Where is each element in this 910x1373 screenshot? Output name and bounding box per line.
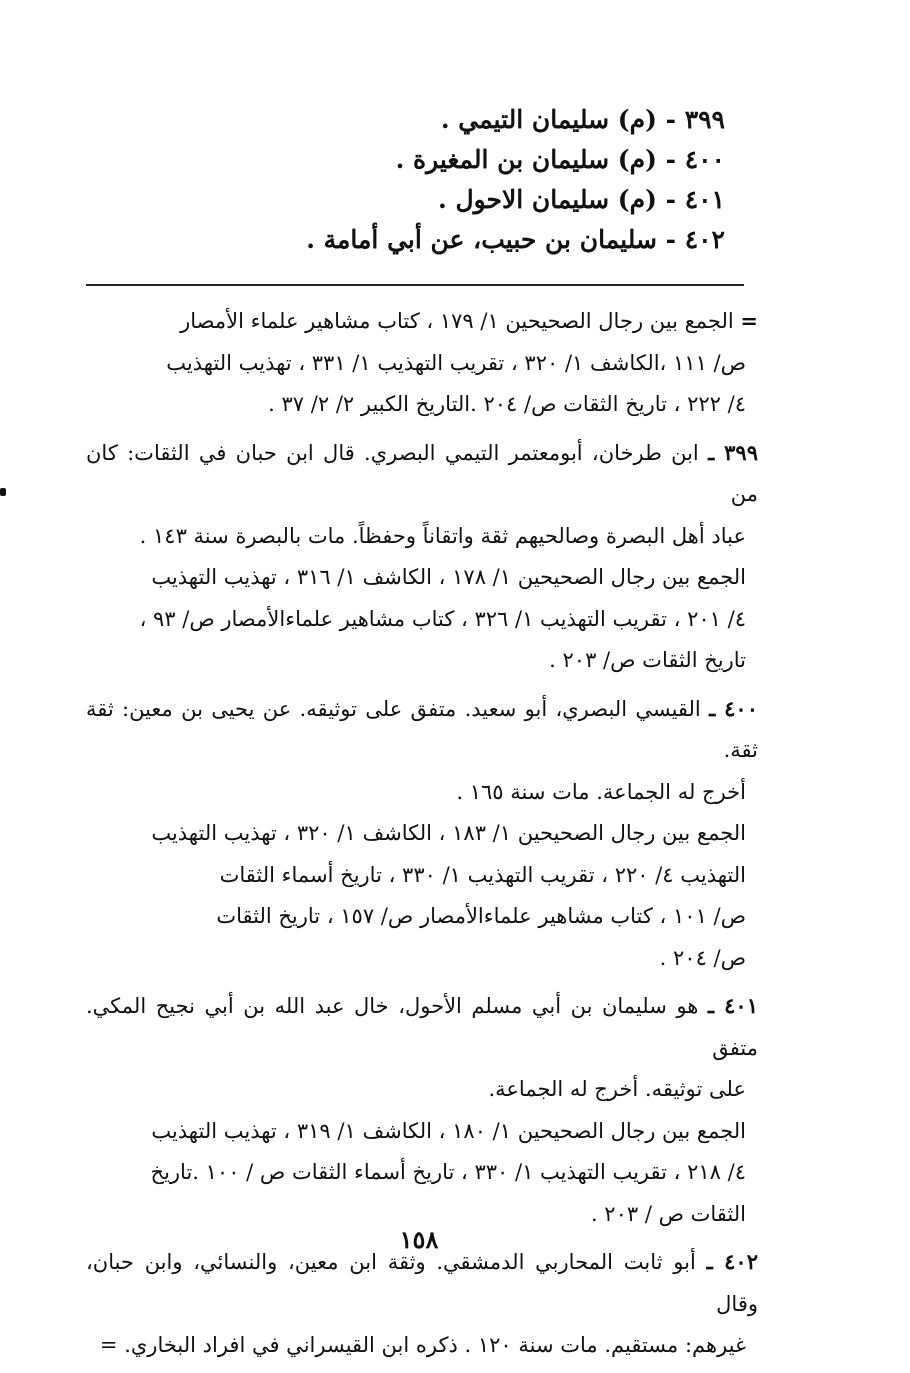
footnote-line: غيرهم: مستقيم. مات سنة ١٢٠ . ذكره ابن القيسراني في افراد البخاري. = [99, 1333, 746, 1357]
footnote-marker: = [740, 308, 758, 333]
footnote-line: ٤/ ٢٢٢ ، تاريخ الثقات ص/ ٢٠٤ .التاريخ الكبير ٢/ ٢/ ٣٧ . [268, 392, 746, 416]
scan-mark [0, 488, 6, 496]
footnote-separator [86, 284, 744, 286]
footnote-line: الجمع بين رجال الصحيحين ١/ ١٧٩ ، كتاب مشاهير علماء الأمصار [180, 309, 734, 333]
footnote-399 [86, 432, 758, 682]
footnote-continuation [86, 300, 758, 426]
main-entries-list [165, 100, 725, 260]
footnote-line: ص/ ١٠١ ، كتاب مشاهير علماءالأمصار ص/ ١٥٧ ، تاريخ الثقات [216, 904, 746, 928]
main-entry: ٤٠١ - (م) سليمان الاحول . [438, 185, 725, 214]
main-entry: ٣٩٩ - (م) سليمان التيمي . [440, 105, 725, 134]
footnote-marker: ٤٠١ ـ [707, 993, 758, 1018]
footnote-402 [86, 1241, 758, 1367]
footnote-marker: ٣٩٩ ـ [708, 439, 758, 465]
footnote-401 [86, 985, 758, 1235]
footnote-marker: ٤٠٢ ـ [706, 1249, 758, 1274]
footnote-line: الثقات ص / ٢٠٣ . [590, 1201, 746, 1226]
footnote-marker: ٤٠٠ ـ [709, 695, 758, 721]
footnote-line: ص/ ٢٠٤ . [659, 945, 746, 970]
footnote-line: الجمع بين رجال الصحيحين ١/ ١٧٨ ، الكاشف ١/ ٣١٦ ، تهذيب التهذيب [151, 565, 746, 589]
footnote-line: الجمع بين رجال الصحيحين ١/ ١٨٣ ، الكاشف ١/ ٣٢٠ ، تهذيب التهذيب [151, 821, 746, 845]
footnote-line: ٤/ ٢١٨ ، تقريب التهذيب ١/ ٣٣٠ ، تاريخ أسماء الثقات ص / ١٠٠ .تاريخ [150, 1160, 746, 1184]
footnote-line: تاريخ الثقات ص/ ٢٠٣ . [549, 648, 746, 672]
footnote-400 [86, 688, 758, 980]
main-entry: ٤٠٠ - (م) سليمان بن المغيرة . [395, 145, 725, 174]
main-entry: ٤٠٢ - سليمان بن حبيب، عن أبي أمامة . [306, 225, 725, 254]
footnote-line: ابن طرخان، أبومعتمر التيمي البصري. قال ابن حبان في الثقات: كان من [86, 440, 758, 506]
footnotes [86, 300, 758, 1373]
footnote-line: أخرج له الجماعة. مات سنة ١٦٥ . [456, 779, 746, 804]
footnote-line: هو سليمان بن أبي مسلم الأحول، خال عبد الله بن أبي نجيح المكي. متفق [86, 994, 758, 1060]
footnote-line: الجمع بين رجال الصحيحين ١/ ١٨٠ ، الكاشف ١/ ٣١٩ ، تهذيب التهذيب [151, 1118, 746, 1143]
footnote-line: التهذيب ٤/ ٢٢٠ ، تقريب التهذيب ١/ ٣٣٠ ، تاريخ أسماء الثقات [219, 862, 746, 887]
footnote-line: ص/ ١١١ ،الكاشف ١/ ٣٢٠ ، تقريب التهذيب ١/ ٣٣١ ، تهذيب التهذيب [166, 350, 746, 375]
page-number: ١٥٨ [399, 1225, 439, 1254]
footnote-line: أبو ثابت المحاربي الدمشقي. وثقة ابن معين، والنسائي، وابن حبان، وقال [86, 1250, 758, 1316]
footnote-line: القيسي البصري، أبو سعيد. متفق على توثيقه. عن يحيى بن معين: ثقة ثقة. [86, 696, 758, 762]
footnote-line: ٤/ ٢٠١ ، تقريب التهذيب ١/ ٣٢٦ ، كتاب مشاهير علماءالأمصار ص/ ٩٣ ، [139, 606, 746, 631]
footnote-line: على توثيقه. أخرج له الجماعة. [488, 1077, 746, 1101]
footnote-line: عباد أهل البصرة وصالحيهم ثقة واتقاناً وحفظاً. مات بالبصرة سنة ١٤٣ . [139, 523, 746, 548]
